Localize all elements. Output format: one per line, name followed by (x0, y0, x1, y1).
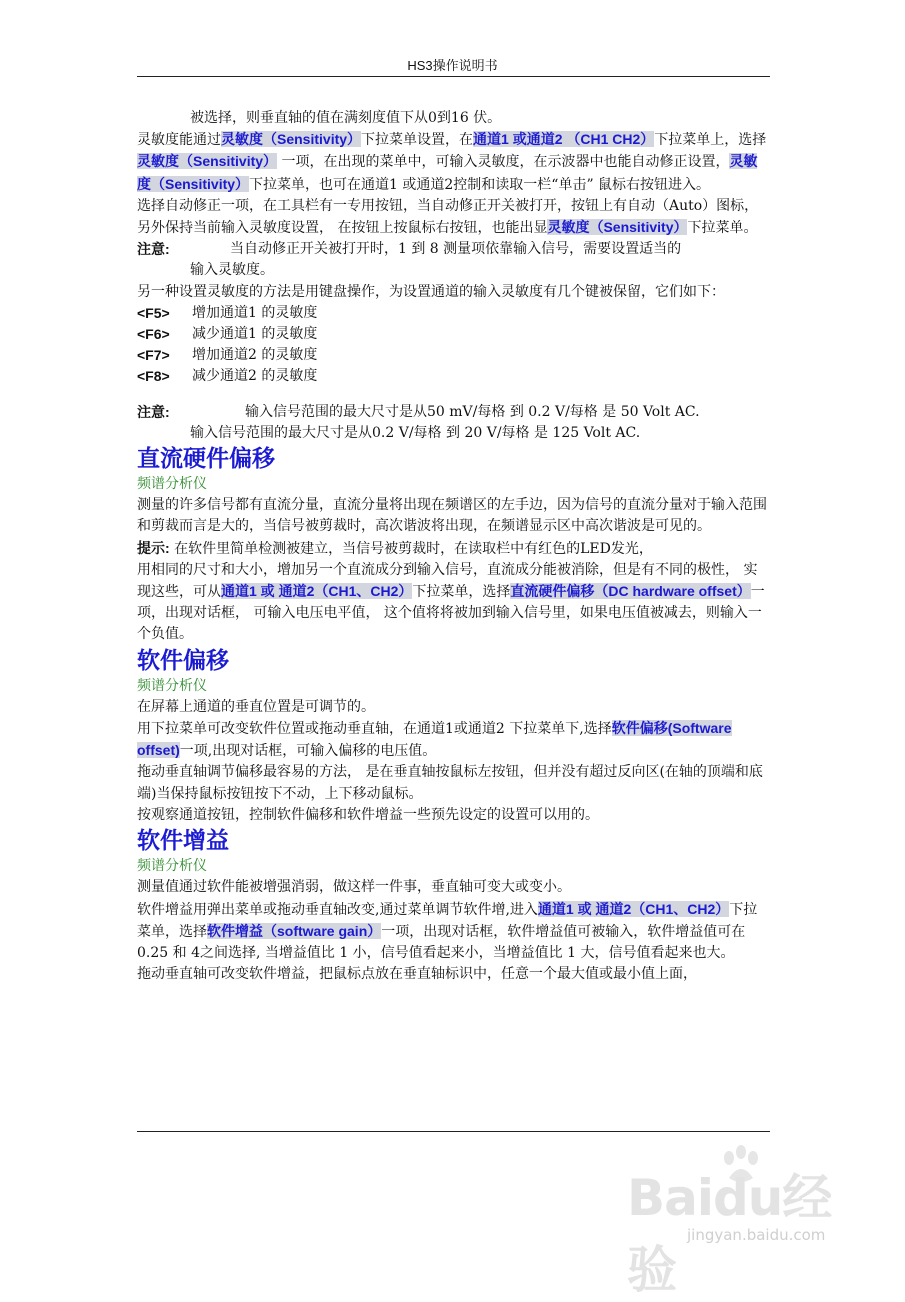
paragraph: 软件增益用弹出菜单或拖动垂直轴改变,通过菜单调节软件增,进入通道1 或 通道2（CH1、CH2）下拉菜单，选择软件增益（software gain）一项，出现对话框，软件增益值可被输入，软件增益值可在 0.25 和 4之间选择, 当增益值比 1 小，信号值看起来小，当增益值比 1 大，信号值看起来也大。 (137, 900, 758, 961)
section-subtitle: 频谱分析仪 (137, 476, 207, 493)
section-heading: 软件增益 (137, 827, 229, 855)
paragraph: 灵敏度能通过灵敏度（Sensitivity）下拉菜单设置，在通道1 或通道2 （CH1 CH2）下拉菜单上，选择灵敏度（Sensitivity） 一项，在出现的菜单中，可输入灵敏度，在示波器中也能自动修正设置，灵敏度（Sensitivity）下拉菜单，也可在通道1 或通道2控制和读取一栏“单击” 鼠标右按钮进入。 (137, 131, 767, 193)
highlight-term: 通道1 或 通道2（CH1、CH2） (221, 583, 413, 600)
paragraph: 拖动垂直轴可改变软件增益，把鼠标点放在垂直轴标识中，任意一个最大值或最小值上面， (137, 966, 697, 983)
note-continuation: 输入灵敏度。 (190, 262, 274, 279)
key-row (137, 303, 770, 324)
watermark-url: jingyan.baidu.com (687, 1226, 826, 1244)
section-heading: 直流硬件偏移 (137, 445, 275, 473)
section-subtitle: 频谱分析仪 (137, 677, 207, 694)
baidu-watermark (627, 1148, 857, 1299)
highlight-term: 灵敏度（Sensitivity） (137, 153, 758, 192)
page-header-title: HS3操作说明书 (407, 58, 498, 73)
highlight-term: 软件偏移(Software offset) (137, 720, 732, 759)
key-label: <F8> (137, 368, 170, 385)
note-continuation: 输入信号范围的最大尺寸是从0.2 V/每格 到 20 V/每格 是 125 Volt AC. (190, 424, 641, 441)
note (137, 239, 770, 260)
highlight-term: 软件增益（software gain） (207, 922, 382, 939)
section-heading: 软件偏移 (137, 646, 229, 674)
section-subtitle: 频谱分析仪 (137, 858, 207, 875)
highlight-term: 灵敏度（Sensitivity） (547, 219, 688, 236)
tip-label: 提示: (137, 539, 170, 556)
paragraph: 在屏幕上通道的垂直位置是可调节的。 (137, 698, 375, 715)
paragraph: 按观察通道按钮，控制软件偏移和软件增益一些预先设定的设置可以用的。 (137, 806, 599, 823)
key-row (137, 366, 770, 387)
highlight-term: 灵敏度（Sensitivity） (137, 153, 278, 170)
key-desc: 增加通道2 的灵敏度 (192, 347, 318, 364)
paragraph: 被选择，则垂直轴的值在满刻度值下从0到16 伏。 (190, 110, 502, 126)
note-text: 输入信号范围的最大尺寸是从50 mV/每格 到 0.2 V/每格 是 50 Volt AC. (245, 403, 700, 420)
header-rule (137, 76, 770, 77)
paragraph: 拖动垂直轴调节偏移最容易的方法， 是在垂直轴按鼠标左按钮，但并没有超过反向区(在轴的顶端和底端)当保持鼠标按钮按下不动，上下移动鼠标。 (137, 764, 763, 802)
document-body (137, 108, 770, 985)
key-row (137, 345, 770, 366)
note-label: 注意: (137, 403, 170, 420)
key-label: <F6> (137, 326, 170, 343)
tip: 提示: 在软件里简单检测被建立，当信号被剪裁时，在读取栏中有红色的LED发光， (137, 539, 653, 557)
key-desc: 减少通道1 的灵敏度 (192, 326, 318, 343)
key-desc: 增加通道1 的灵敏度 (192, 304, 318, 321)
paragraph: 另一种设置灵敏度的方法是用键盘操作，为设置通道的输入灵敏度有几个键被保留，它们如下： (137, 283, 725, 300)
paragraph: 选择自动修正一项，在工具栏有一专用按钮，当自动修正开关被打开，按钮上有自动（Auto）图标， 另外保持当前输入灵敏度设置， 在按钮上按鼠标右按钮，也能出显灵敏度（Sensitivity）下拉菜单。 (137, 197, 759, 237)
key-label: <F5> (137, 304, 170, 321)
paragraph: 用相同的尺寸和大小，增加另一个直流成分到输入信号，直流成分能被消除，但是有不同的极性， 实现这些，可从通道1 或 通道2（CH1、CH2）下拉菜单，选择直流硬件偏移（DC hardware offset）一项，出现对话框， 可输入电压电平值， 这个值将将被加到输入信号里，如果电压值被减去，则输入一个负值。 (137, 561, 765, 643)
note-text: 当自动修正开关被打开时，1 到 8 测量项依靠输入信号，需要设置适当的 (230, 241, 682, 258)
note-label: 注意: (137, 241, 170, 258)
highlight-term: 灵敏度（Sensitivity） (221, 131, 362, 148)
key-desc: 减少通道2 的灵敏度 (192, 368, 318, 385)
highlight-term: 通道1 或通道2 （CH1 CH2） (473, 131, 655, 148)
paragraph: 测量值通过软件能被增强消弱，做这样一件事，垂直轴可变大或变小。 (137, 879, 571, 896)
paragraph: 用下拉菜单可改变软件位置或拖动垂直轴，在通道1或通道2 下拉菜单下,选择软件偏移(Software offset)一项,出现对话框，可输入偏移的电压值。 (137, 720, 732, 760)
watermark-brand: Baidu经验 (627, 1169, 832, 1299)
key-row (137, 324, 770, 345)
footer-rule (137, 1131, 770, 1132)
note (137, 402, 770, 423)
highlight-term: 通道1 或 通道2（CH1、CH2） (537, 900, 730, 917)
key-label: <F7> (137, 347, 170, 364)
highlight-term: 直流硬件偏移（DC hardware offset） (510, 583, 751, 600)
paragraph: 测量的许多信号都有直流分量，直流分量将出现在频谱区的左手边，因为信号的直流分量对于输入范围和剪裁而言是大的，当信号被剪裁时，高次谐波将出现，在频谱显示区中高次谐波是可见的。 (137, 497, 767, 535)
